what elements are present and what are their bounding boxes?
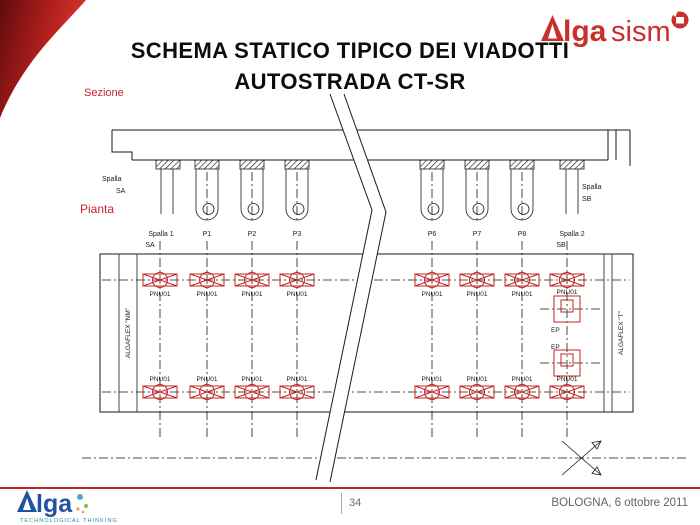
bearing-label: PNU01: [286, 376, 308, 383]
bearing-label: PNU01: [466, 291, 488, 298]
section-abutment-left: [161, 169, 173, 214]
support-sublabel: SB: [556, 242, 566, 249]
support-label: Spalla 2: [559, 231, 585, 238]
venue-date: BOLOGNA, 6 ottobre 2011: [551, 497, 688, 509]
title-line-2: AUTOSTRADA CT-SR: [234, 68, 466, 94]
bearing-label: PNU01: [241, 291, 263, 298]
bearing-label: PNU01: [149, 376, 171, 383]
bearing-label: PNU01: [511, 291, 533, 298]
ep-label: EP: [551, 327, 560, 334]
bearing-label: PNU01: [466, 376, 488, 383]
bearing-label: PNU01: [196, 291, 218, 298]
algasism-logo-light-text: sism: [611, 16, 671, 48]
alga-logo: [16, 485, 156, 525]
bearing-label: PNU01: [556, 376, 578, 383]
support-label: P2: [247, 231, 257, 238]
support-sublabel: SA: [145, 242, 155, 249]
alga-logo-dots-icon: [76, 494, 88, 513]
algasism-logo-bold-text: lga: [563, 15, 607, 48]
support-label: P6: [427, 231, 437, 238]
ep-label: EP: [551, 344, 560, 351]
support-label: P8: [517, 231, 527, 238]
title-line-1: SCHEMA STATICO TIPICO DEI VIADOTTI: [130, 38, 570, 63]
section-view-label: Sezione: [84, 87, 124, 99]
page-number-divider: [341, 493, 342, 514]
support-label: Spalla 1: [148, 231, 174, 238]
bearing-label: PNU01: [421, 291, 443, 298]
support-label: P3: [292, 231, 302, 238]
bearing-label: PNU01: [556, 289, 578, 296]
alga-logo-text: lga: [36, 490, 73, 518]
bearing-label: PNU01: [149, 291, 171, 298]
bearing-label: PNU01: [196, 376, 218, 383]
bearing-label: PNU01: [511, 376, 533, 383]
support-label: P7: [472, 231, 482, 238]
bottom-axis-line: [82, 441, 688, 475]
joint-right-label: ALGAFLEX "T": [618, 311, 625, 355]
abutment-left-label: Spalla: [102, 176, 122, 183]
ep-devices: [551, 296, 580, 376]
alga-logo-tagline: TECHNOLOGICAL THINKING: [20, 518, 118, 524]
abutment-right-label: Spalla: [582, 184, 602, 191]
plan-bottom-bearing-row: [143, 376, 584, 400]
support-label: P1: [202, 231, 212, 238]
section-deck: [112, 130, 630, 166]
page-number: 34: [349, 497, 362, 509]
bearing-label: PNU01: [286, 291, 308, 298]
abutment-left-sublabel: SA: [116, 188, 126, 195]
plan-view-label: Pianta: [80, 202, 115, 216]
bearing-label: PNU01: [421, 376, 443, 383]
bearing-label: PNU01: [241, 376, 263, 383]
section-abutment-right: [566, 169, 578, 214]
abutment-right-sublabel: SB: [582, 196, 592, 203]
break-line: [316, 94, 386, 482]
joint-left-label: ALGAFLEX "NM": [125, 307, 132, 359]
